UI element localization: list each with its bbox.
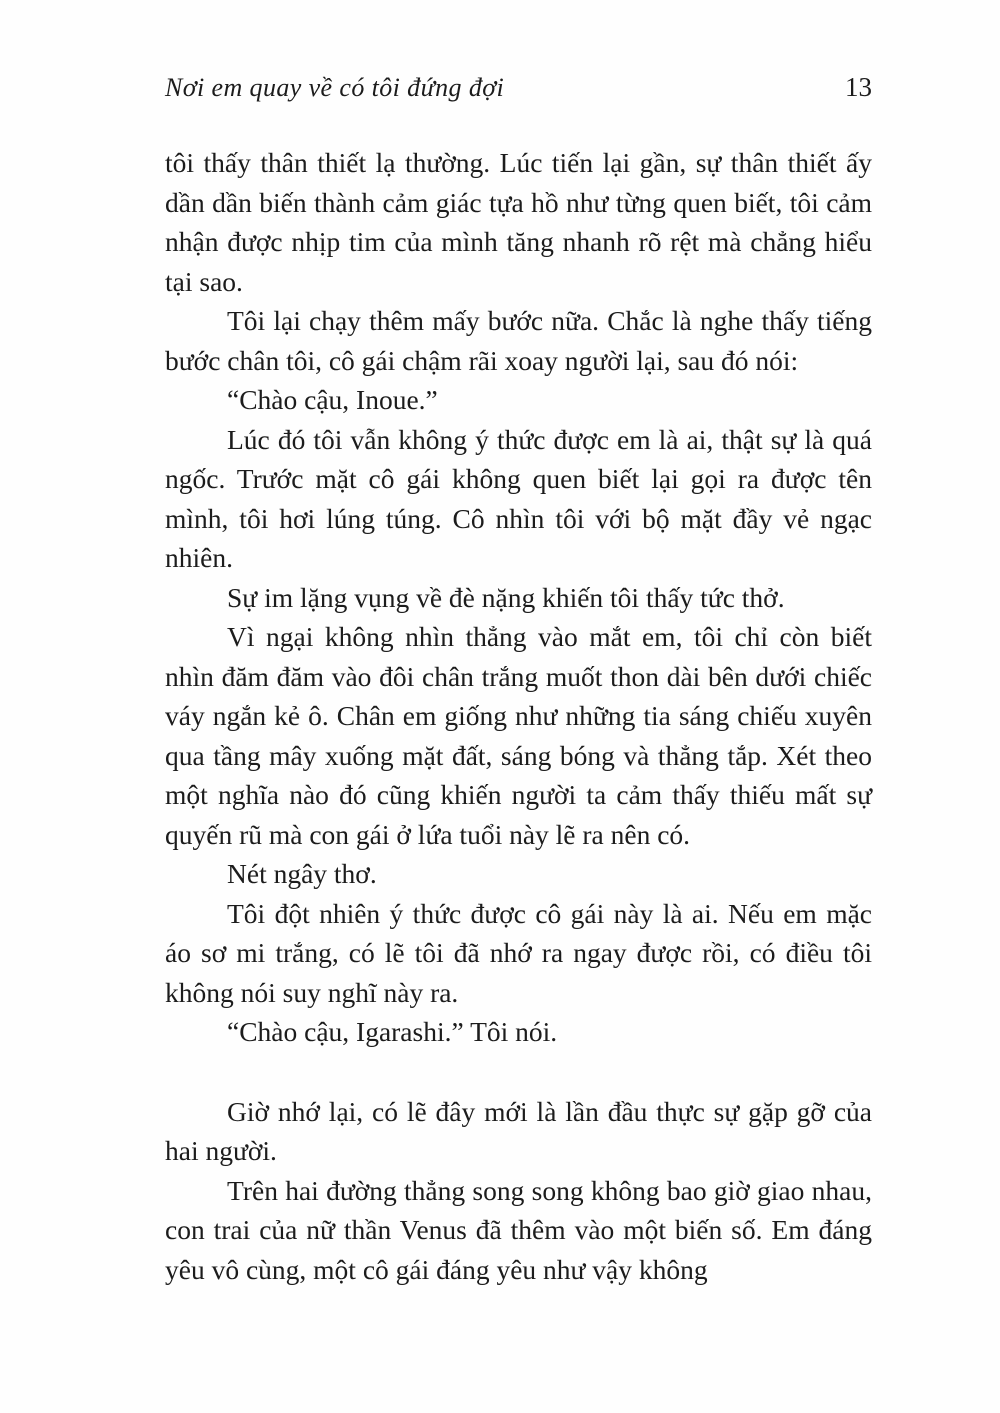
paragraph: Tôi lại chạy thêm mấy bước nữa. Chắc là nghe thấy tiếng bước chân tôi, cô gái chậm rãi xoay người lại, sau đó nói: [165,305,872,376]
paragraph: Lúc đó tôi vẫn không ý thức được em là ai, thật sự là quá ngốc. Trước mặt cô gái không quen biết lại gọi ra được tên mình, tôi hơi lúng túng. Cô nhìn tôi với bộ mặt đầy vẻ ngạc nhiên. [165,423,872,573]
paragraph: “Chào cậu, Inoue.” [227,384,438,415]
page-number: 13 [845,72,872,102]
paragraph: Nét ngây thơ. [227,858,377,889]
paragraph: Trên hai đường thẳng song song không bao giờ giao nhau, con trai của nữ thần Venus đã thêm vào một biến số. Em đáng yêu vô cùng, một cô gái đáng yêu như vậy không [165,1174,872,1285]
paragraph: Vì ngại không nhìn thẳng vào mắt em, tôi chỉ còn biết nhìn đăm đăm vào đôi chân trắng muốt thon dài bên dưới chiếc váy ngắn kẻ ô. Chân em giống như những tia sáng chiếu xuyên qua tầng mây xuống mặt đất, sáng bóng và thẳng tắp. Xét theo một nghĩa nào đó cũng khiến người ta cảm thấy thiếu mất sự quyến rũ mà con gái ở lứa tuổi này lẽ ra nên có. [165,621,872,850]
page-header [165,72,872,103]
paragraph: tôi thấy thân thiết lạ thường. Lúc tiến lại gần, sự thân thiết ấy dần dần biến thành cảm giác tựa hồ như từng quen biết, tôi cảm nhận được nhịp tim của mình tăng nhanh rõ rệt mà chẳng hiểu tại sao. [165,147,872,297]
paragraph: Tôi đột nhiên ý thức được cô gái này là ai. Nếu em mặc áo sơ mi trắng, có lẽ tôi đã nhớ ra ngay được rồi, có điều tôi không nói suy nghĩ này ra. [165,897,872,1008]
running-header-title: Nơi em quay về có tôi đứng đợi [165,73,505,102]
paragraph: “Chào cậu, Igarashi.” Tôi nói. [227,1016,558,1047]
paragraph: Sự im lặng vụng về đè nặng khiến tôi thấy tức thở. [227,581,785,613]
paragraph: Giờ nhớ lại, có lẽ đây mới là lần đầu thực sự gặp gỡ của hai người. [165,1095,872,1166]
page-body [165,143,872,1289]
